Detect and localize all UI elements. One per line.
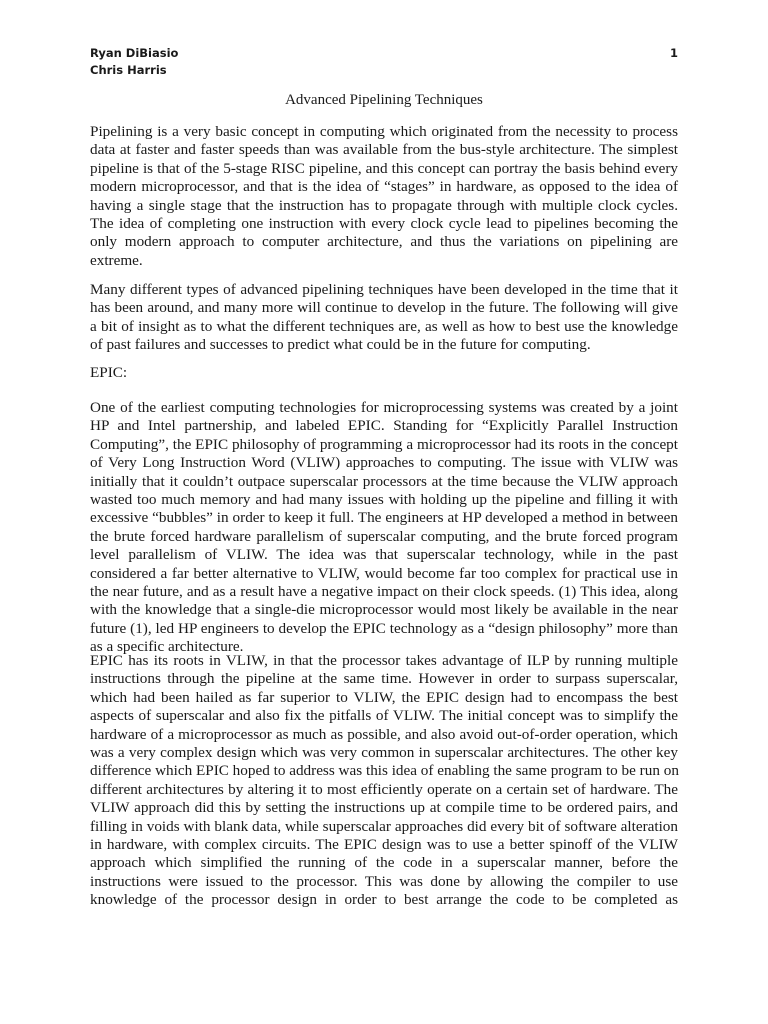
paragraph-1-line: having a single stage that the instruction has to propagate through with multiple clock cycles. <box>90 196 678 214</box>
paragraph-4-line: excessive “bubbles” in order to keep it full. The engineers at HP developed a method in between <box>90 509 678 527</box>
paragraph-5-line: in hardware, with complex circuits. The EPIC design was to use a better spinoff of the VLIW <box>90 836 678 853</box>
paragraph-5-line: instructions through the pipeline at the same time. However in order to surpass superscalar, <box>90 670 678 688</box>
paragraph-1-line: extreme. <box>90 251 143 269</box>
paragraph-5-line: different architectures by altering it to most efficiently operate on a certain set of hardware. The <box>90 780 678 798</box>
paragraph-4-line: the near future, and as a result have a negative impact on their clock speeds. (1) This idea, along <box>90 583 678 600</box>
paragraph-1-line: modern microprocessor, and that is the idea of “stages” in hardware, as opposed to the idea of <box>90 178 678 196</box>
paragraph-4-line: initially that it couldn’t outpace superscalar processors at the time because the VLIW approach <box>90 472 678 490</box>
paragraph-4-line: HP and Intel partnership, and labeled EPIC. Standing for “Explicitly Parallel Instruction <box>90 417 678 435</box>
paragraph-5-line: VLIW approach did this by setting the instructions up at compile time to be ordered pairs, and <box>90 799 678 817</box>
paragraph-5-line: hardware of a microprocessor as much as possible, and also avoid out-of-order operation, which <box>90 725 678 743</box>
paragraph-1-line: only modern approach to computer architecture, and thus the variations on pipelining are <box>90 233 678 251</box>
paragraph-5-line: instructions were issued to the processor. This was done by allowing the compiler to use <box>90 872 678 890</box>
paragraph-5-line: knowledge of the processor design in order to best arrange the code to be completed as <box>90 891 678 909</box>
paragraph-4-line: with the knowledge that a single-die microprocessor would most likely be available in the near <box>90 601 678 619</box>
author-name-1: Ryan DiBiasio <box>90 46 179 60</box>
paragraph-4-line: future (1), led HP engineers to develop the EPIC technology as a “design philosophy” more than <box>90 619 678 637</box>
paragraph-2-line: has been around, and many more will continue to develop in the future. The following will give <box>90 299 678 317</box>
paragraph-1-line: pipeline is that of the 5-stage RISC pipeline, and this concept can portray the basis behind every <box>90 159 678 177</box>
paragraph-2-line: a bit of insight as to what the different techniques are, as well as how to best use the knowledge <box>90 317 678 335</box>
author-name-2: Chris Harris <box>90 63 167 77</box>
paragraph-5-line: which had been hailed as far superior to VLIW, the EPIC design had to encompass the best <box>90 688 678 706</box>
paragraph-4-line: level parallelism of VLIW. The idea was that superscalar technology, while in the past <box>90 546 678 564</box>
paragraph-5-line: EPIC has its roots in VLIW, in that the processor takes advantage of ILP by running multiple <box>90 652 678 669</box>
paragraph-2-line: of past failures and successes to predict what could be in the future for computing. <box>90 336 591 354</box>
paragraph-2-line: Many different types of advanced pipelining techniques have been developed in the time that it <box>90 281 678 298</box>
document-title: Advanced Pipelining Techniques <box>285 92 483 108</box>
paragraph-4-line: One of the earliest computing technologies for microprocessing systems was created by a joint <box>90 399 678 416</box>
paragraph-5-line: difference which EPIC hoped to address was this idea of enabling the same program to be run on <box>90 762 679 780</box>
paragraph-1-line: Pipelining is a very basic concept in computing which originated from the necessity to process <box>90 123 678 140</box>
paragraph-5-line: aspects of superscalar and also fix the pitfalls of VLIW. The initial concept was to simplify the <box>90 707 678 725</box>
paragraph-1-line: data at faster and faster speeds than was available from the bus-style architecture. The simplest <box>90 141 678 159</box>
paragraph-5-line: filling in voids with blank data, while superscalar approaches did every bit of software alteration <box>90 817 678 835</box>
paragraph-4-line: wasted too much memory and had many issues with holding up the pipeline and filling it with <box>90 491 678 508</box>
paragraph-4-line: Computing”, the EPIC philosophy of programming a microprocessor had its roots in the concept <box>90 435 678 453</box>
paragraph-4-line: as a specific architecture. <box>90 638 244 656</box>
paragraph-5-line: approach which simplified the running of the code in a superscalar manner, before the <box>90 854 678 872</box>
paragraph-4-line: of Very Long Instruction Word (VLIW) approaches to computing. The issue with VLIW was <box>90 454 678 472</box>
paragraph-3-line: EPIC: <box>90 364 128 381</box>
paragraph-4-line: the brute forced hardware parallelism of superscalar computing, and the brute forced program <box>90 527 678 545</box>
paragraph-1-line: The idea of completing one instruction with every clock cycle lead to pipelines becoming the <box>90 215 678 232</box>
page-number: 1 <box>670 46 679 60</box>
paragraph-5-line: was a very complex design which was very common in superscalar architectures. The other key <box>90 744 678 761</box>
paragraph-4-line: considered a far better alternative to VLIW, would become far too complex for practical use in <box>90 564 678 582</box>
